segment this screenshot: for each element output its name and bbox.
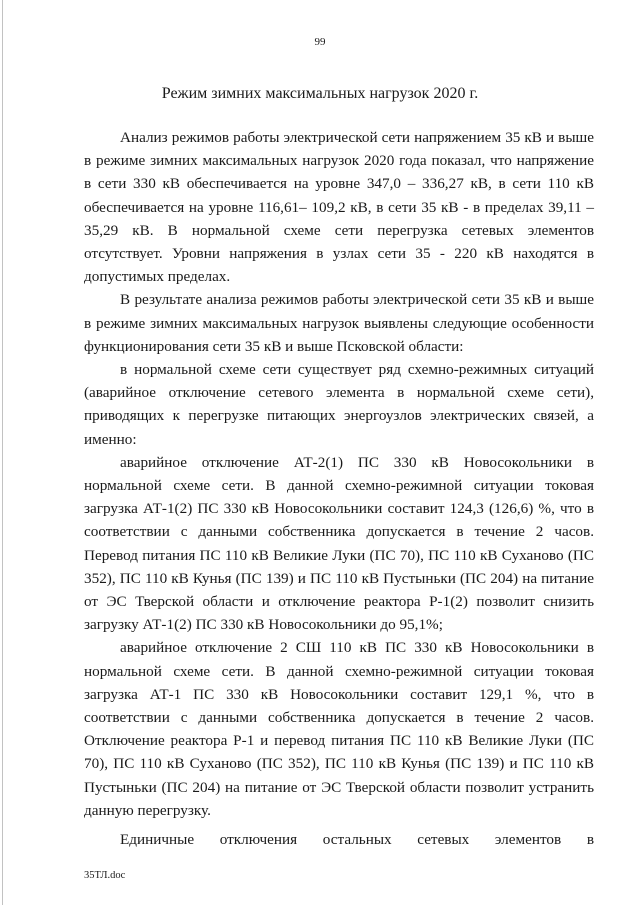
paragraph-at-outage: аварийное отключение АТ-2(1) ПС 330 кВ Новосокольники в нормальной схеме сети. В данной схемно-режимной ситуации токовая загрузка АТ-1(2) ПС 330 кВ Новосокольники составит 124,3 (126,6) %, что в соответствии с данными собственника допускается в течение 2 часов. Перевод питания ПС 110 кВ Великие Луки (ПС 70), ПС 110 кВ Суханово (ПС 352), ПС 110 кВ Кунья (ПС 139) и ПС 110 кВ Пустыньки (ПС 204) на питание от ЭС Тверской области и отключение реактора Р-1(2) позволит снизить загрузку АТ-1(2) ПС 330 кВ Новосокольники до 95,1%;: [84, 453, 594, 634]
last-line-word: элементов: [494, 831, 562, 848]
truncated-last-line: [120, 831, 594, 849]
last-line-word: в: [586, 831, 594, 848]
last-line-word: сетевых: [417, 831, 470, 848]
last-line-word: остальных: [322, 831, 392, 848]
footer-filename: 35ТЛ.doc: [84, 870, 126, 881]
page-number: 99: [314, 36, 326, 48]
paragraph-network-features: В результате анализа режимов работы электрической сети 35 кВ и выше в режиме зимних максимальных нагрузок выявлены следующие особенности функционирования сети 35 кВ и выше Псковской области:: [84, 291, 594, 355]
section-title: Режим зимних максимальных нагрузок 2020 г.: [161, 85, 479, 102]
body-text: [84, 126, 594, 822]
scan-edge-line: [2, 0, 3, 905]
last-line-word: отключения: [219, 831, 298, 848]
paragraph-bus-outage: аварийное отключение 2 СШ 110 кВ ПС 330 кВ Новосокольники в нормальной схеме сети. В данной схемно-режимной ситуации токовая загрузка АТ-1 ПС 330 кВ Новосокольники составит 129,1 %, что в соответствии с данными собственника допускается в течение 2 часов. Отключение реактора Р-1 и перевод питания ПС 110 кВ Великие Луки (ПС 70), ПС 110 кВ Суханово (ПС 352), ПС 110 кВ Кунья (ПС 139) и ПС 110 кВ Пустыньки (ПС 204) на питание от ЭС Тверской области позволит устранить данную перегрузку.: [84, 639, 594, 819]
paragraph-overload-situations: в нормальной схеме сети существует ряд схемно-режимных ситуаций (аварийное отключение сетевого элемента в нормальной схеме сети), приводящих к перегрузке питающих энергоузлов электрических связей, а именно:: [84, 361, 594, 448]
paragraph-voltage-analysis: Анализ режимов работы электрической сети напряжением 35 кВ и выше в режиме зимних максимальных нагрузок 2020 года показал, что напряжение в сети 330 кВ обеспечивается на уровне 347,0 – 336,27 кВ, в сети 110 кВ обеспечивается на уровне 116,61– 109,2 кВ, в сети 35 кВ - в пределах 39,11 – 35,29 кВ. В нормальной схеме сети перегрузка сетевых элементов отсутствует. Уровни напряжения в узлах сети 35 - 220 кВ находятся в допустимых пределах.: [84, 129, 594, 286]
last-line-word: Единичные: [120, 831, 195, 848]
